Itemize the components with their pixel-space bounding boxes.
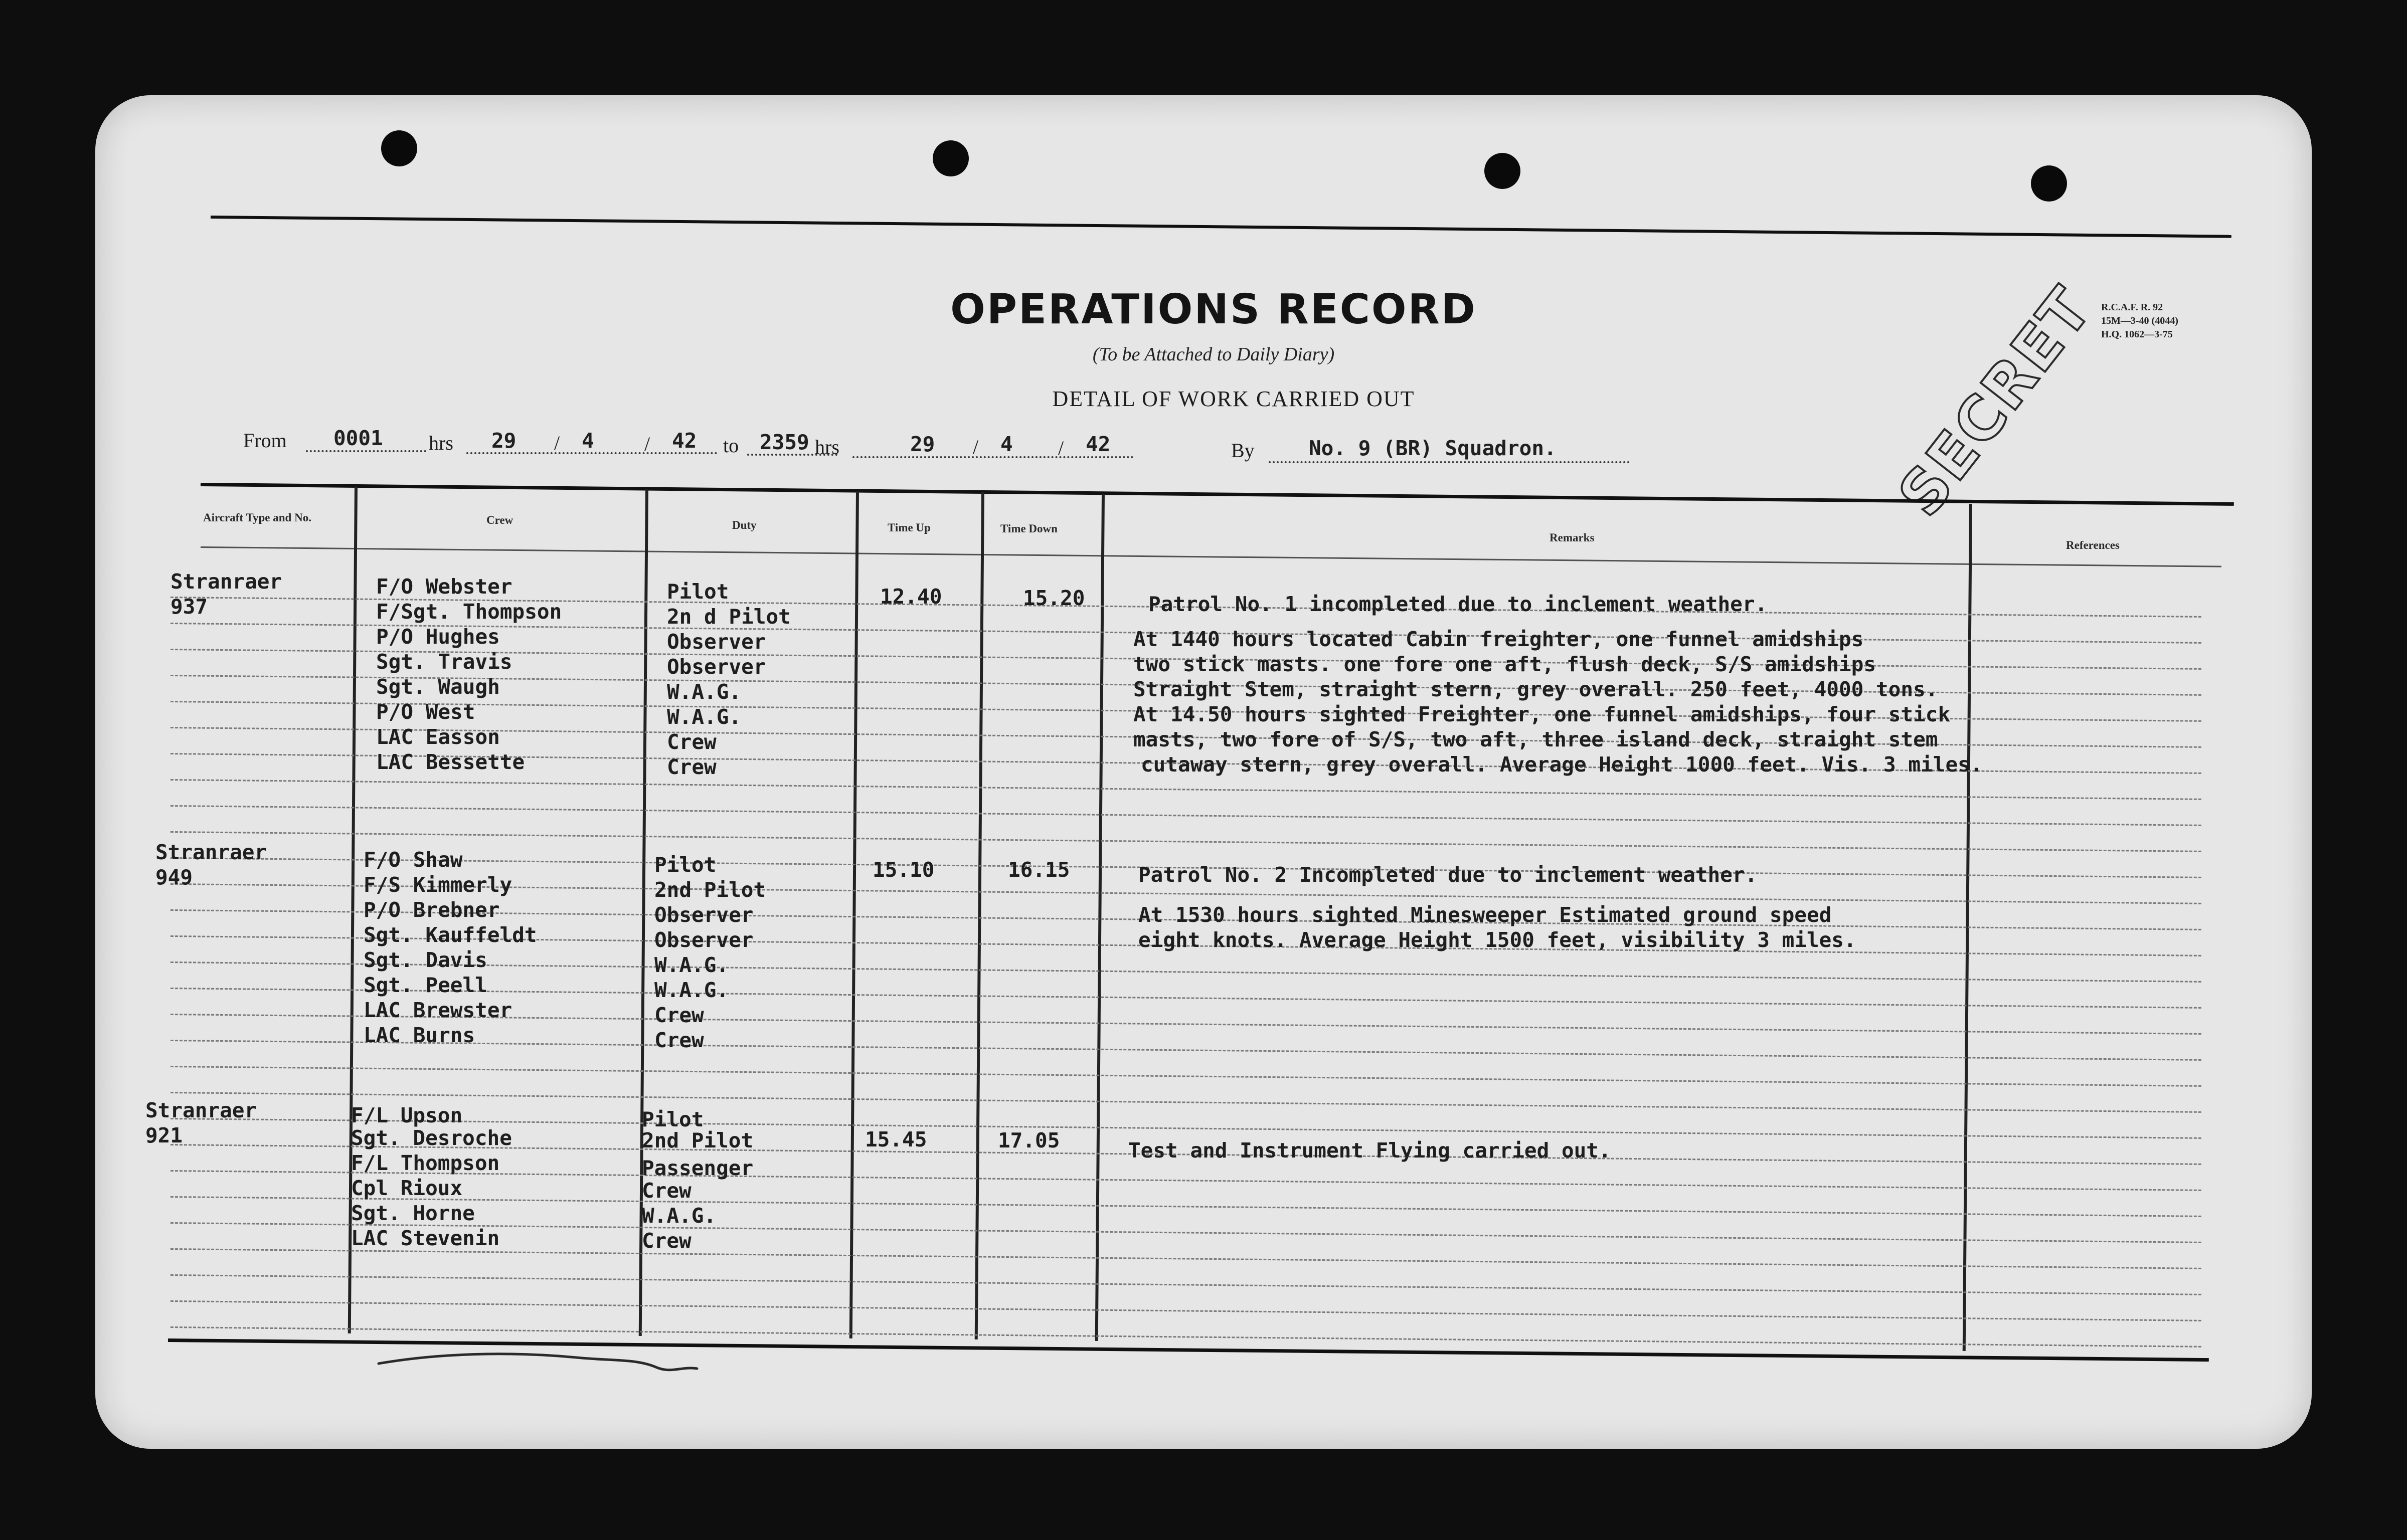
to-day: 29 [910,432,935,456]
crew-member: P/O Brebner [364,898,500,922]
from-label: From [243,429,287,452]
binder-hole [381,130,417,166]
remark-line: Patrol No. 2 Incompleted due to inclement weather. [1138,863,1758,887]
column-divider [1095,494,1105,1341]
remark-line: masts, two fore of S/S, two aft, three island deck, straight stem [1133,727,1938,751]
binder-hole [1484,153,1520,189]
crew-duty: Observer [667,630,766,654]
from-month: 4 [582,429,594,453]
crew-member: LAC Bessette [376,750,525,774]
remark-line: two stick masts. one fore one aft, flush deck, S/S amidships [1133,652,1876,676]
remark-line: cutaway stern, grey overall. Average Height 1000 feet. Vis. 3 miles. [1141,752,1983,777]
remark-line: eight knots. Average Height 1500 feet, visibility 3 miles. [1138,928,1856,952]
pen-scribble [376,1349,727,1389]
aircraft-type: Stranraer [170,569,282,594]
crew-duty: Observer [667,655,766,679]
crew-member: F/O Shaw [364,848,463,872]
hrs-label: hrs [815,436,839,458]
squadron-unit: No. 9 (BR) Squadron. [1309,436,1557,460]
time-down: 15.20 [1023,586,1085,610]
ruled-line [170,1066,2201,1087]
from-year: 42 [672,429,697,453]
time-down: 16.15 [1008,858,1070,882]
form-ref-line: 15M—3-40 (4044) [2101,315,2178,326]
page-subtitle: (To be Attached to Daily Diary) [1092,344,1335,365]
crew-member: LAC Easson [376,725,500,749]
crew-duty: 2n d Pilot [667,605,791,629]
by-label: By [1231,439,1255,462]
unit-field [1269,461,1630,463]
date-slash: / [554,432,560,454]
crew-duty: Observer [654,903,754,927]
column-divider [975,492,984,1339]
ruled-line [170,1040,2201,1061]
crew-member: F/S Kimmerly [364,873,512,897]
remark-line: At 14.50 hours sighted Freighter, one funnel amidships, four stick [1133,702,1951,726]
crew-member: P/O Hughes [376,625,500,649]
col-duty-header: Duty [732,519,757,531]
aircraft-number: 949 [155,865,193,889]
aircraft-type: Stranraer [145,1098,257,1122]
date-slash: / [1058,437,1064,459]
from-day: 29 [491,429,517,453]
form-ref-line: R.C.A.F. R. 92 [2101,302,2163,313]
form-reference [2101,301,2178,341]
hrs-label: hrs [429,432,453,454]
col-time-down-header: Time Down [1000,522,1058,535]
to-date-field [852,456,1133,458]
from-time: 0001 [333,426,383,450]
crew-member: Sgt. Waugh [376,675,500,699]
crew-member: Sgt. Horne [351,1201,475,1225]
from-time-field [306,450,426,452]
time-down: 17.05 [998,1128,1060,1152]
crew-duty: Passenger [642,1156,754,1180]
aircraft-number: 921 [145,1123,183,1147]
ruled-line [170,1248,2201,1269]
header-bottom-rule [201,546,2221,567]
to-month: 4 [1000,432,1013,456]
to-time: 2359 [760,430,809,454]
crew-member: Sgt. Peell [364,973,487,997]
crew-duty: W.A.G. [667,705,742,729]
crew-member: LAC Burns [364,1023,475,1047]
top-rule [211,216,2231,238]
time-up: 15.10 [873,858,935,882]
page-title: OPERATIONS RECORD [950,286,1477,333]
crew-duty: Pilot [667,580,729,604]
crew-member: Sgt. Desroche [351,1126,512,1150]
ruled-line [170,1196,2201,1217]
detail-heading: DETAIL OF WORK CARRIED OUT [1052,387,1415,411]
remark-line: At 1440 hours located Cabin freighter, one funnel amidships [1133,627,1864,651]
remark-line: At 1530 hours sighted Minesweeper Estimated ground speed [1138,903,1832,927]
column-divider [849,491,859,1338]
crew-duty: Crew [654,1028,704,1052]
time-up: 12.40 [880,585,942,609]
ruled-line [170,779,2201,800]
date-slash: / [973,436,979,458]
ruled-line [170,1274,2201,1295]
crew-duty: 2nd Pilot [654,878,766,902]
crew-duty: 2nd Pilot [642,1128,754,1152]
col-time-up-header: Time Up [888,521,931,534]
form-ref-line: H.Q. 1062—3-75 [2101,329,2173,340]
crew-duty: Crew [667,730,717,754]
crew-duty: Crew [654,1003,704,1027]
crew-member: F/Sgt. Thompson [376,600,562,624]
secret-stamp: SECRET [1885,274,2106,529]
binder-hole [933,140,969,176]
crew-duty: W.A.G. [642,1204,717,1228]
remark-line: Straight Stem, straight stern, grey overall. 250 feet, 4000 tons. [1133,677,1938,701]
crew-duty: W.A.G. [667,680,742,704]
date-slash: / [644,433,650,455]
to-label: to [723,434,739,457]
ruled-line [170,831,2201,852]
crew-duty: Pilot [642,1107,704,1131]
crew-member: Sgt. Davis [364,948,487,972]
to-year: 42 [1086,432,1111,456]
crew-duty: Crew [642,1179,692,1203]
crew-duty: Crew [667,755,717,779]
ruled-line [170,1092,2201,1113]
crew-member: LAC Brewster [364,998,512,1022]
binder-hole [2031,165,2067,202]
crew-member: Sgt. Travis [376,650,512,674]
ruled-line [170,805,2201,826]
col-crew-header: Crew [486,514,513,526]
ruled-line [170,1300,2201,1321]
crew-member: P/O West [376,700,475,724]
record-card [95,95,2312,1449]
aircraft-number: 937 [170,595,208,619]
crew-duty: Observer [654,928,754,952]
remark-line: Patrol No. 1 incompleted due to inclement weather. [1148,592,1768,616]
crew-duty: W.A.G. [654,953,729,977]
crew-member: F/O Webster [376,574,512,599]
crew-member: F/L Thompson [351,1151,500,1175]
col-aircraft-header: Aircraft Type and No. [203,511,311,524]
crew-duty: Crew [642,1229,692,1253]
remark-line: Test and Instrument Flying carried out. [1128,1138,1611,1163]
crew-duty: Pilot [654,853,717,877]
col-remarks-header: Remarks [1550,531,1595,544]
crew-member: Cpl Rioux [351,1176,463,1200]
crew-duty: W.A.G. [654,978,729,1002]
time-up: 15.45 [865,1127,927,1151]
crew-member: Sgt. Kauffeldt [364,923,537,947]
crew-member: F/L Upson [351,1103,463,1127]
crew-member: LAC Stevenin [351,1226,500,1250]
aircraft-type: Stranraer [155,840,267,864]
col-references-header: References [2066,539,2120,551]
